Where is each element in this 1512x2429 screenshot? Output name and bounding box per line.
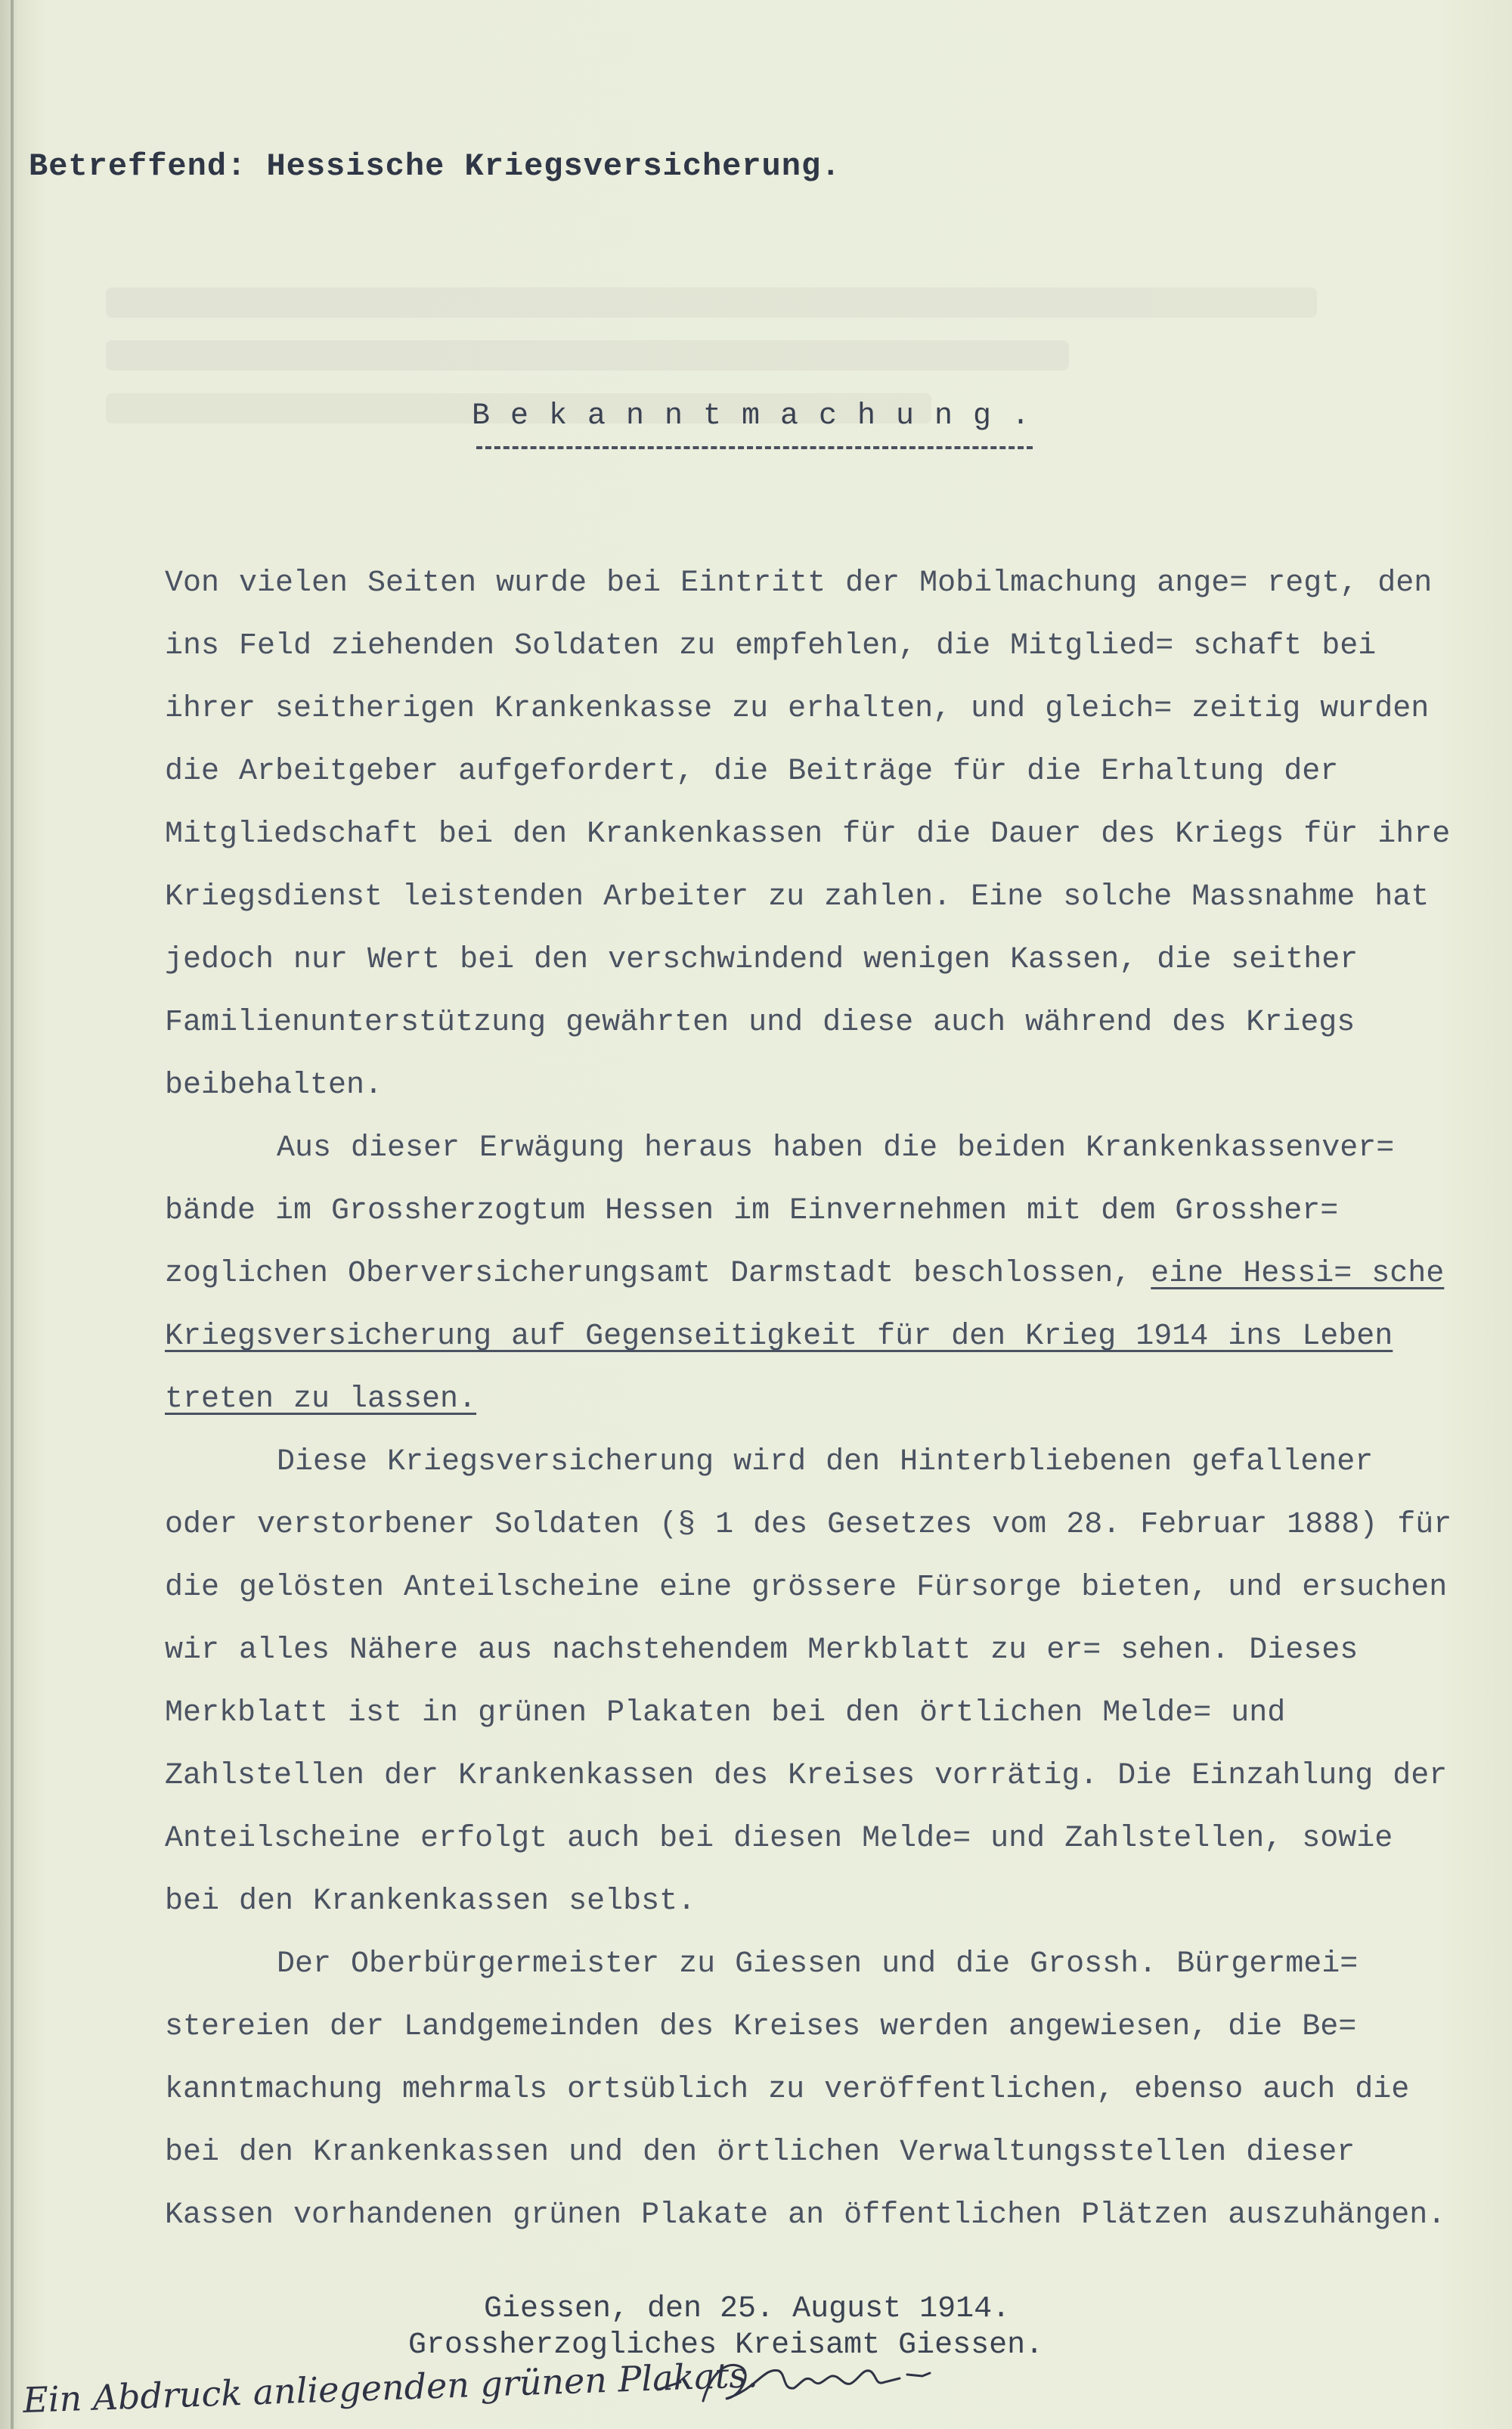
body-text xyxy=(165,552,1465,2247)
paragraph-4: Der Oberbürgermeister zu Giessen und die Grossh. Bürgermei= stereien der Landgemeinden des Kreises werden angewiesen, die Be= kanntmachung mehrmals ortsüblich zu veröffentlichen, ebenso auch die bei den Krankenkassen und den örtlichen Verwaltungsstellen dieser Kassen vorhandenen grünen Plakate an öffentlichen Plätzen auszuhängen. xyxy=(165,1947,1446,2232)
place-date: Giessen, den 25. August 1914. xyxy=(484,2292,1011,2326)
paragraph-3: Diese Kriegsversicherung wird den Hinterbliebenen gefallener oder verstorbener Soldaten (§ 1 des Gesetzes vom 28. Februar 1888) für die gelösten Anteilscheine eine grössere Fürsorge bieten, und ersuchen wir alles Nähere aus nachstehendem Merkblatt zu er= sehen. Dieses Merkblatt ist in grünen Plakaten bei den örtlichen Melde= und Zahlstellen der Krankenkassen des Kreises vorrätig. Die Einzahlung der Anteilscheine erfolgt auch bei diesen Melde= und Zahlstellen, sowie bei den Krankenkassen selbst. xyxy=(165,1445,1452,1919)
paragraph-1: Von vielen Seiten wurde bei Eintritt der Mobilmachung ange= regt, den ins Feld ziehenden Soldaten zu empfehlen, die Mitglied= schaft bei ihrer seitherigen Krankenkasse zu erhalten, und gleich= zeitig wurden die Arbeitgeber aufgefordert, die Beiträge für die Erhaltung der Mitgliedschaft bei den Krankenkassen für die Dauer des Kriegs für ihre Kriegsdienst leistenden Arbeiter zu zahlen. Eine solche Massnahme hat jedoch nur Wert bei den verschwindend wenigen Kassen, die seither Familienunterstützung gewährten und diese auch während des Kriegs beibehalten. xyxy=(165,566,1451,1103)
page-fold-edge xyxy=(11,0,14,2429)
subject-line: Betreffend: Hessische Kriegsversicherung. xyxy=(29,148,841,185)
heading-underline xyxy=(476,446,1033,449)
document-heading: Bekanntmachung. xyxy=(472,399,1051,433)
paragraph-2-underlined: eine Hessi= sche Kriegsversicherung auf Gegenseitigkeit für den Krieg 1914 ins Leben treten zu lassen. xyxy=(165,1257,1445,1416)
issuing-authority: Grossherzogliches Kreisamt Giessen. xyxy=(408,2328,1044,2362)
paragraph-2-lead: Aus dieser Erwägung heraus haben die beiden Krankenkassenver= bände im Grossherzogtum Hessen im Einvernehmen mit dem Grossher= zoglichen Oberversicherungsamt Darmstadt beschlossen, xyxy=(165,1131,1395,1291)
handwritten-signature xyxy=(650,2344,968,2412)
paragraph-2 xyxy=(165,1117,1465,1431)
handwritten-note: Ein Abdruck anliegenden grünen Plakats. xyxy=(22,2354,759,2421)
